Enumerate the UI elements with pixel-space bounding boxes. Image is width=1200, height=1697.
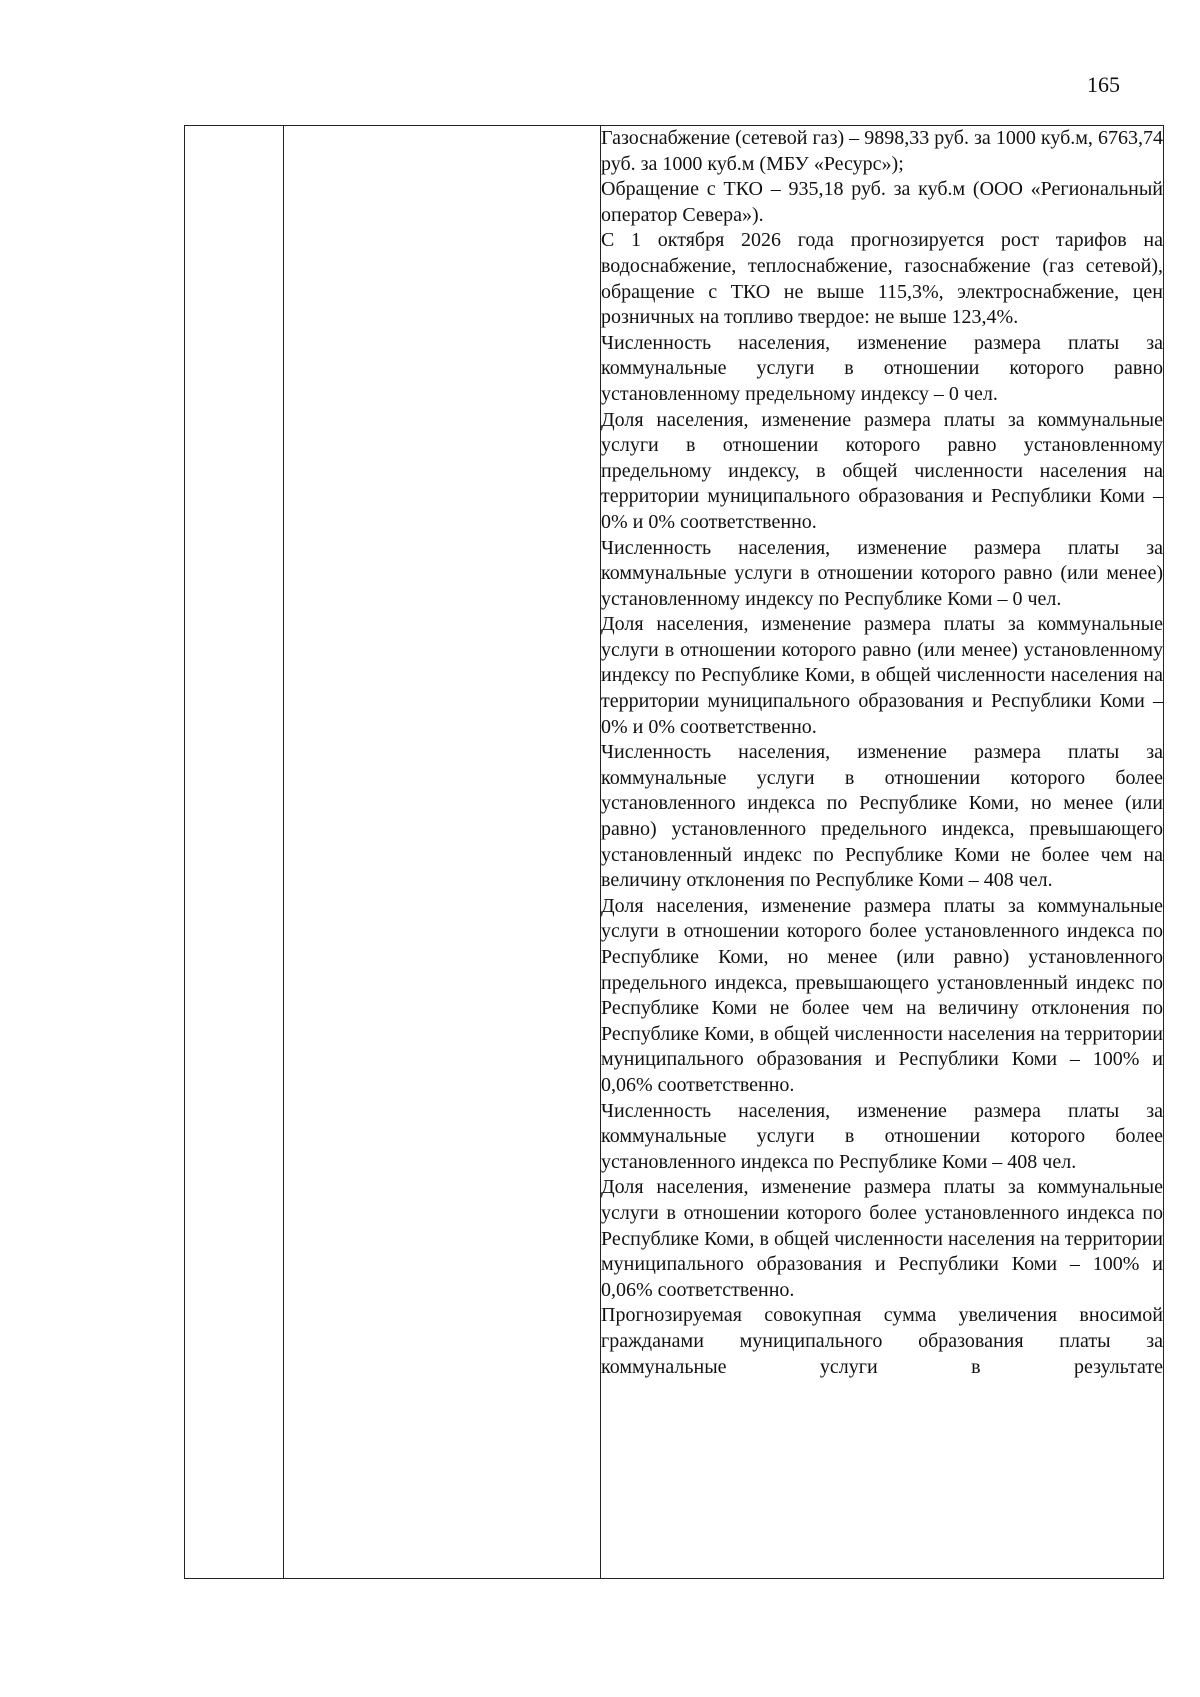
table-cell-number	[185, 126, 284, 1579]
table-cell-description	[601, 126, 1164, 1579]
paragraph-share-equal-limit: Доля населения, изменение размера платы за коммунальные услуги в отношении которого равно установленному предельному индексу, в общей численности населения на территории муниципального образования и Республики Коми – 0% и 0% соответственно.	[601, 408, 1163, 533]
paragraph-tariff-forecast: С 1 октября 2026 года прогнозируется рост тарифов на водоснабжение, теплоснабжение, газоснабжение (газ сетевой), обращение с ТКО не выше 115,3%, электроснабжение, цен розничных на топливо твердое: не выше 123,4%.	[601, 229, 1163, 329]
document-table	[184, 125, 1164, 1579]
paragraph-share-equal-index: Доля населения, изменение размера платы за коммунальные услуги в отношении которого равно (или менее) установленному индексу по Республике Коми, в общей численности населения на территории муниципального образования и Республики Коми – 0% и 0% соответственно.	[601, 613, 1163, 738]
table-cell-indicator	[284, 126, 601, 1579]
table-row	[185, 126, 1164, 1579]
paragraph-population-above-index: Численность населения, изменение размера платы за коммунальные услуги в отношении которого более установленного индекса по Республике Коми – 408 чел.	[601, 1099, 1163, 1173]
paragraph-gas-tariff: Газоснабжение (сетевой газ) – 9898,33 руб. за 1000 куб.м, 6763,74 руб. за 1000 куб.м (МБУ «Ресурс»);	[601, 127, 1163, 175]
paragraph-population-equal-limit: Численность населения, изменение размера платы за коммунальные услуги в отношении которого равно установленному предельному индексу – 0 чел.	[601, 331, 1163, 405]
paragraph-share-within-deviation: Доля населения, изменение размера платы за коммунальные услуги в отношении которого более установленного индекса по Республике Коми, но менее (или равно) установленного предельного индекса, превышающего установленный индекс по Республике Коми не более чем на величину отклонения по Республике Коми, в общей численности населения на территории муниципального образования и Республики Коми – 100% и 0,06% соответственно.	[601, 894, 1163, 1096]
paragraph-share-above-index: Доля населения, изменение размера платы за коммунальные услуги в отношении которого более установленного индекса по Республике Коми, в общей численности населения на территории муниципального образования и Республики Коми – 100% и 0,06% соответственно.	[601, 1176, 1163, 1301]
paragraph-population-equal-index: Численность населения, изменение размера платы за коммунальные услуги в отношении которого равно (или менее) установленному индексу по Республике Коми – 0 чел.	[601, 536, 1163, 610]
paragraph-forecast-total-increase: Прогнозируемая совокупная сумма увеличения вносимой гражданами муниципального образования платы за коммунальные услуги в результате	[601, 1304, 1163, 1378]
page-number: 165	[1087, 72, 1120, 97]
paragraph-waste-tariff: Обращение с ТКО – 935,18 руб. за куб.м (ООО «Региональный оператор Севера»).	[601, 178, 1163, 226]
paragraph-population-within-deviation: Численность населения, изменение размера платы за коммунальные услуги в отношении которого более установленного индекса по Республике Коми, но менее (или равно) установленного предельного индекса, превышающего установленный индекс по Республике Коми не более чем на величину отклонения по Республике Коми – 408 чел.	[601, 741, 1163, 892]
